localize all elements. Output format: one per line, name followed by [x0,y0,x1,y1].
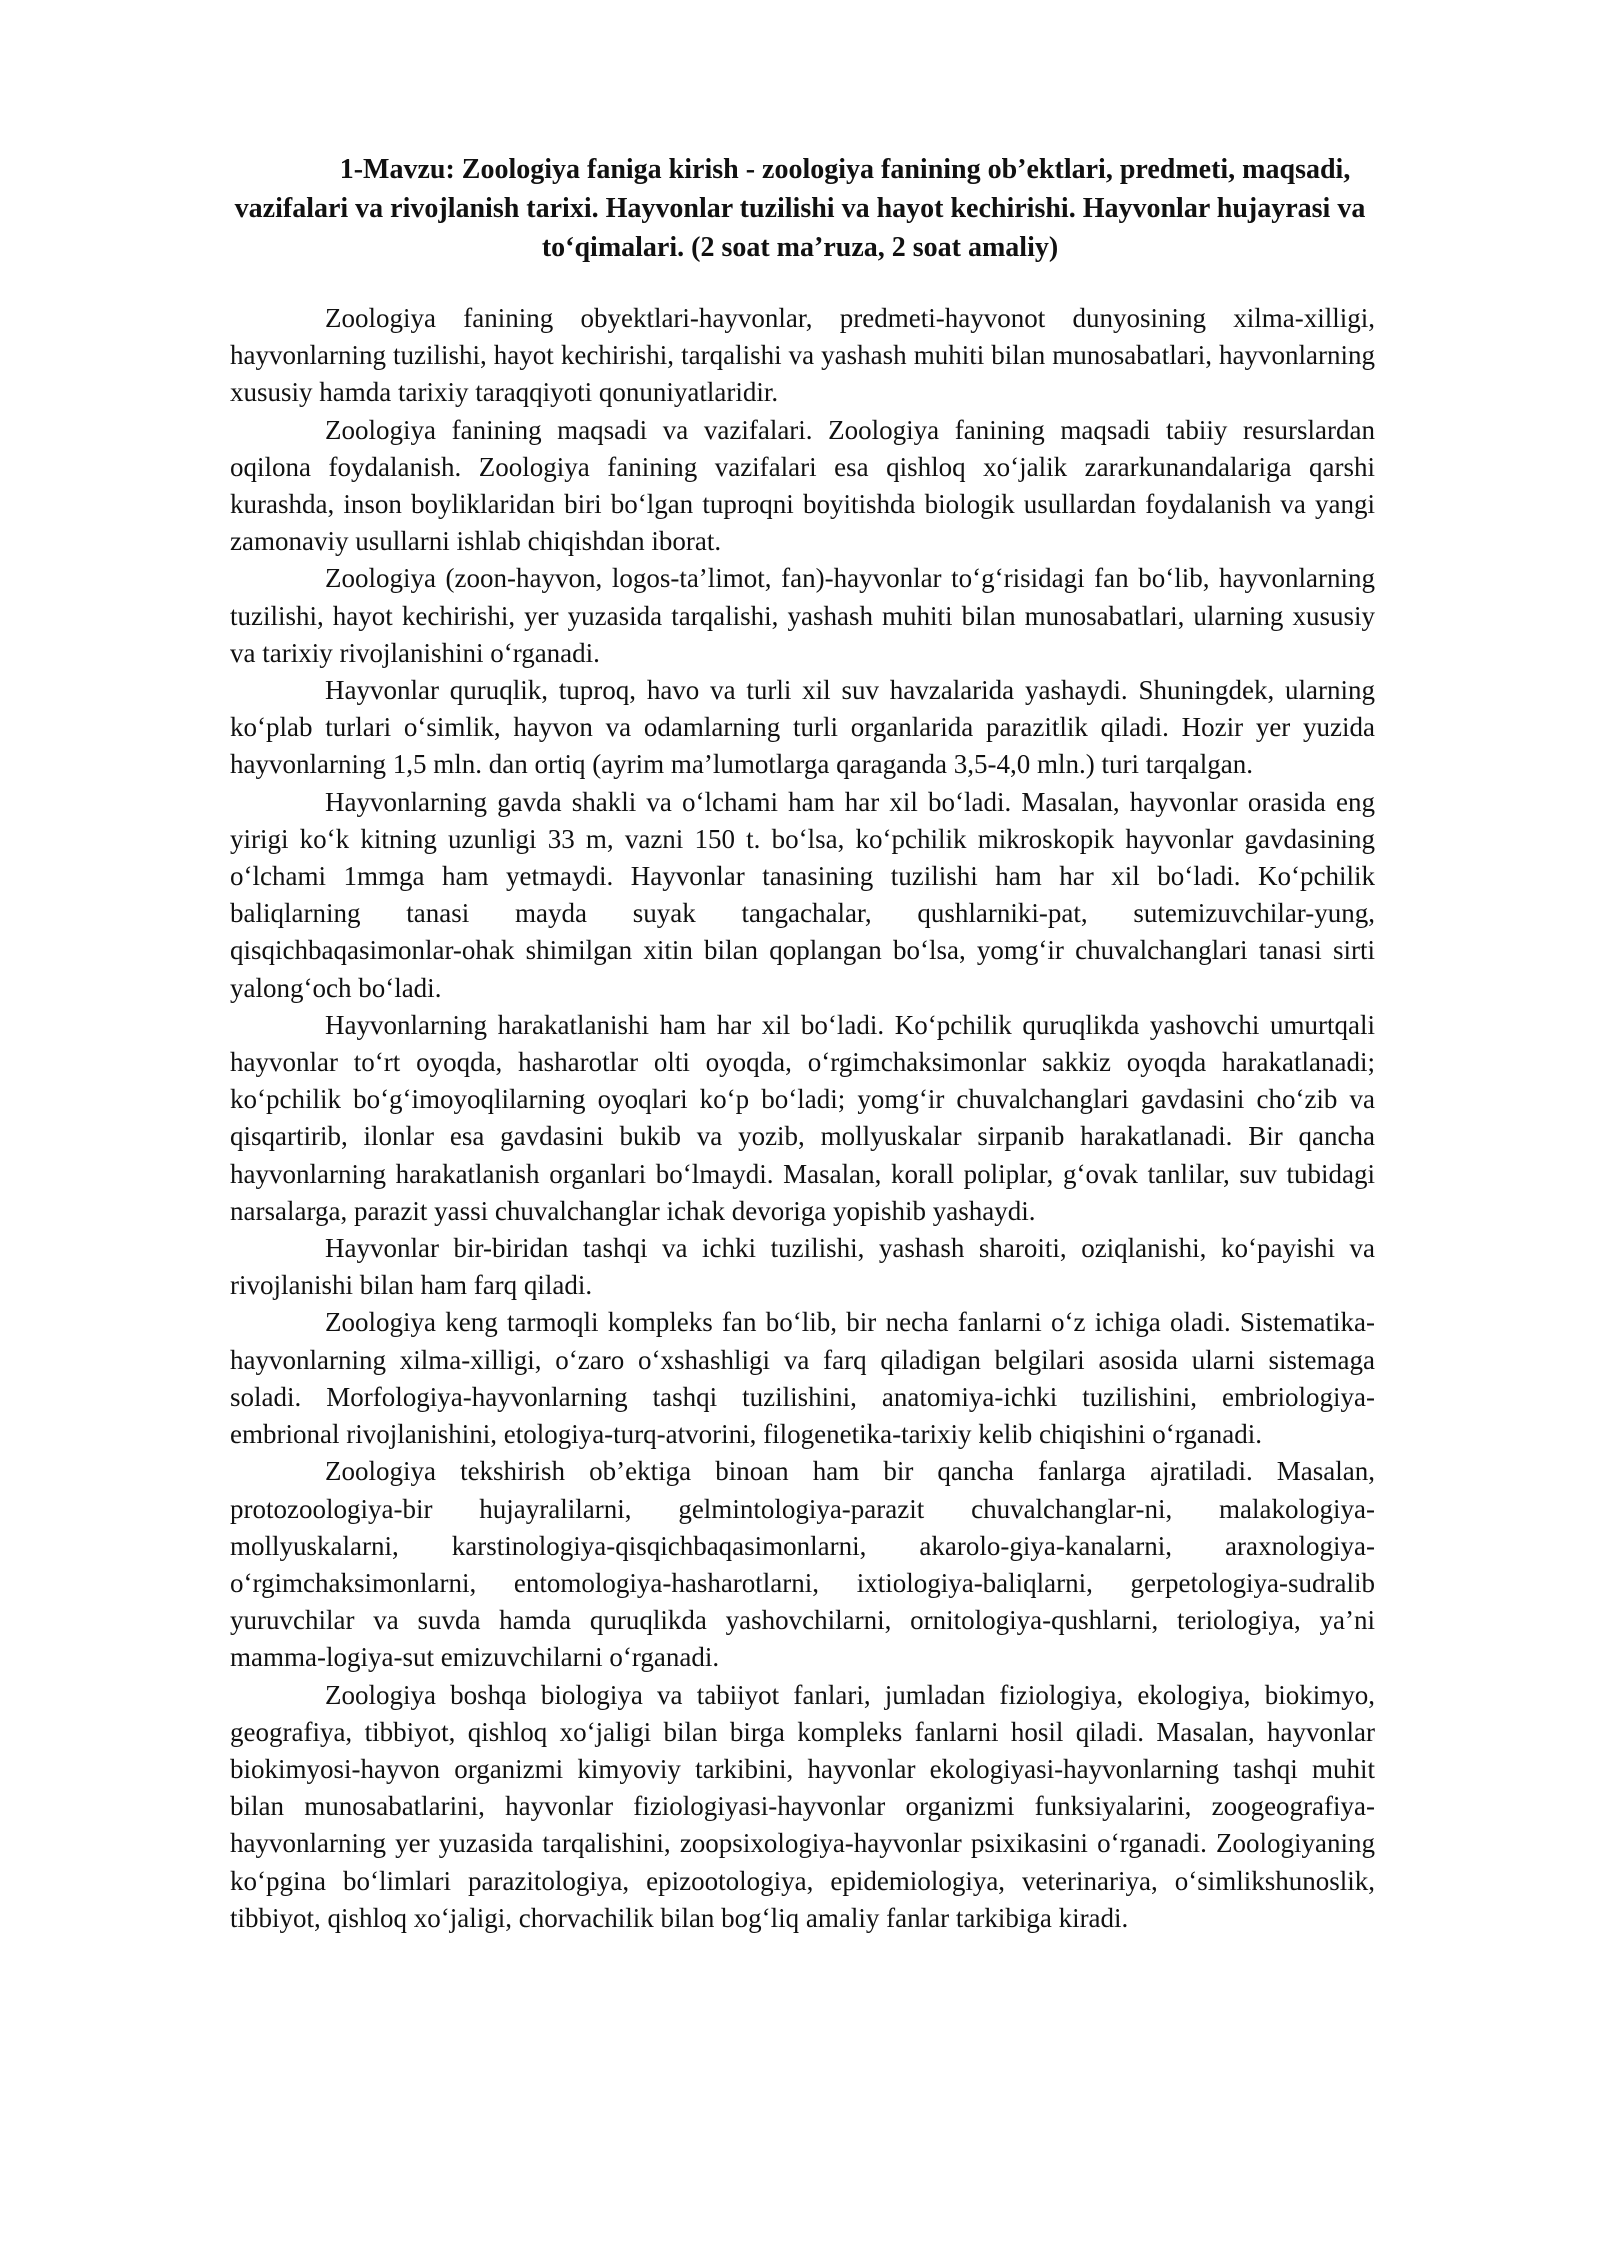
document-title: 1-Mavzu: Zoologiya faniga kirish - zoologiya fanining ob’ektlari, predmeti, maqsadi, vazifalari va rivojlanish tarixi. Hayvonlar tuzilishi va hayot kechirishi. Hayvonlar hujayrasi va to‘qimalari. (2 soat ma’ruza, 2 soat amaliy) [234,154,1366,263]
paragraph-4: Hayvonlar quruqlik, tuproq, havo va turli xil suv havzalarida yashaydi. Shuningdek, ularning ko‘plab turlari o‘simlik, hayvon va odamlarning turli organlarida parazitlik qiladi. Hozir yer yuzida hayvonlarning 1,5 mln. dan ortiq (ayrim ma’lumotlarga qaraganda 3,5-4,0 mln.) turi tarqalgan. [230,675,1375,780]
paragraph-3: Zoologiya (zoon-hayvon, logos-ta’limot, fan)-hayvonlar to‘g‘risidagi fan bo‘lib, hayvonlarning tuzilishi, hayot kechirishi, yer yuzasida tarqalishi, yashash muhiti bilan munosabatlari, ularning xususiy va tarixiy rivojlanishini o‘rganadi. [230,563,1375,668]
paragraph-9: Zoologiya tekshirish ob’ektiga binoan ham bir qancha fanlarga ajratiladi. Masalan, protozoologiya-bir hujayralilarni, gelmintologiya-parazit chuvalchanglar-ni, malakologiya-mollyuskalarni, karstinologiya-qisqichbaqasimonlarni, akarolo-giya-kanalarni, araxnologiya-o‘rgimchaksimonlarni, entomologiya-hasharotlarni, ixtiologiya-baliqlarni, gerpetologiya-sudralib yuruvchilar va suvda hamda quruqlikda yashovchilarni, ornitologiya-qushlarni, teriologiya, ya’ni mamma-logiya-sut emizuvchilarni o‘rganadi. [230,1456,1375,1673]
paragraph-7: Hayvonlar bir-biridan tashqi va ichki tuzilishi, yashash sharoiti, oziqlanishi, ko‘payishi va rivojlanishi bilan ham farq qiladi. [230,1233,1375,1301]
paragraph-1: Zoologiya fanining obyektlari-hayvonlar, predmeti-hayvonot dunyosining xilma-xilligi, hayvonlarning tuzilishi, hayot kechirishi, tarqalishi va yashash muhiti bilan munosabatlari, hayvonlarning xususiy hamda tarixiy taraqqiyoti qonuniyatlaridir. [230,303,1375,408]
paragraph-2: Zoologiya fanining maqsadi va vazifalari. Zoologiya fanining maqsadi tabiiy resurslardan oqilona foydalanish. Zoologiya fanining vazifalari esa qishloq xo‘jalik zararkunandalariga qarshi kurashda, inson boyliklaridan biri bo‘lgan tuproqni boyitishda biologik usullardan foydalanish va yangi zamonaviy usullarni ishlab chiqishdan iborat. [230,414,1375,557]
paragraph-5: Hayvonlarning gavda shakli va o‘lchami ham har xil bo‘ladi. Masalan, hayvonlar orasida eng yirigi ko‘k kitning uzunligi 33 m, vazni 150 t. bo‘lsa, ko‘pchilik mikroskopik hayvonlar gavdasining o‘lchami 1mmga ham yetmaydi. Hayvonlar tanasining tuzilishi ham har xil bo‘ladi. Ko‘pchilik baliqlarning tanasi mayda suyak tangachalar, qushlarniki-pat, sutemizuvchilar-yung, qisqichbaqasimonlar-ohak shimilgan xitin bilan qoplangan bo‘lsa, yomg‘ir chuvalchanglari tanasi sirti yalong‘och bo‘ladi. [230,786,1375,1003]
document-body [230,300,1375,1937]
paragraph-8: Zoologiya keng tarmoqli kompleks fan bo‘lib, bir necha fanlarni o‘z ichiga oladi. Sistematika-hayvonlarning xilma-xilligi, o‘zaro o‘xshashligi va farq qiladigan belgilari asosida ularni sistemaga soladi. Morfologiya-hayvonlarning tashqi tuzilishini, anatomiya-ichki tuzilishini, embriologiya-embrional rivojlanishini, etologiya-turq-atvorini, filogenetika-tarixiy kelib chiqishini o‘rganadi. [230,1307,1375,1450]
paragraph-6: Hayvonlarning harakatlanishi ham har xil bo‘ladi. Ko‘pchilik quruqlikda yashovchi umurtqali hayvonlar to‘rt oyoqda, hasharotlar olti oyoqda, o‘rgimchaksimonlar sakkiz oyoqda harakatlanadi; ko‘pchilik bo‘g‘imoyoqlilarning oyoqlari ko‘p bo‘ladi; yomg‘ir chuvalchanglari gavdasini cho‘zib va qisqartirib, ilonlar esa gavdasini bukib va yozib, mollyuskalar sirpanib harakatlanadi. Bir qancha hayvonlarning harakatlanish organlari bo‘lmaydi. Masalan, korall poliplar, g‘ovak tanlilar, suv tubidagi narsalarga, parazit yassi chuvalchanglar ichak devoriga yopishib yashaydi. [230,1009,1375,1226]
paragraph-10: Zoologiya boshqa biologiya va tabiiyot fanlari, jumladan fiziologiya, ekologiya, biokimyo, geografiya, tibbiyot, qishloq xo‘jaligi bilan birga kompleks fanlarni hosil qiladi. Masalan, hayvonlar biokimyosi-hayvon organizmi kimyoviy tarkibini, hayvonlar ekologiyasi-hayvonlarning tashqi muhit bilan munosabatlarini, hayvonlar fiziologiyasi-hayvonlar organizmi funksiyalarini, zoogeografiya-hayvonlarning yer yuzasida tarqalishini, zoopsixologiya-hayvonlar psixikasini o‘rganadi. Zoologiyaning ko‘pgina bo‘limlari parazitologiya, epizootologiya, epidemiologiya, veterinariya, o‘simlikshunoslik, tibbiyot, qishloq xo‘jaligi, chorvachilik bilan bog‘liq amaliy fanlar tarkibiga kiradi. [230,1679,1375,1933]
